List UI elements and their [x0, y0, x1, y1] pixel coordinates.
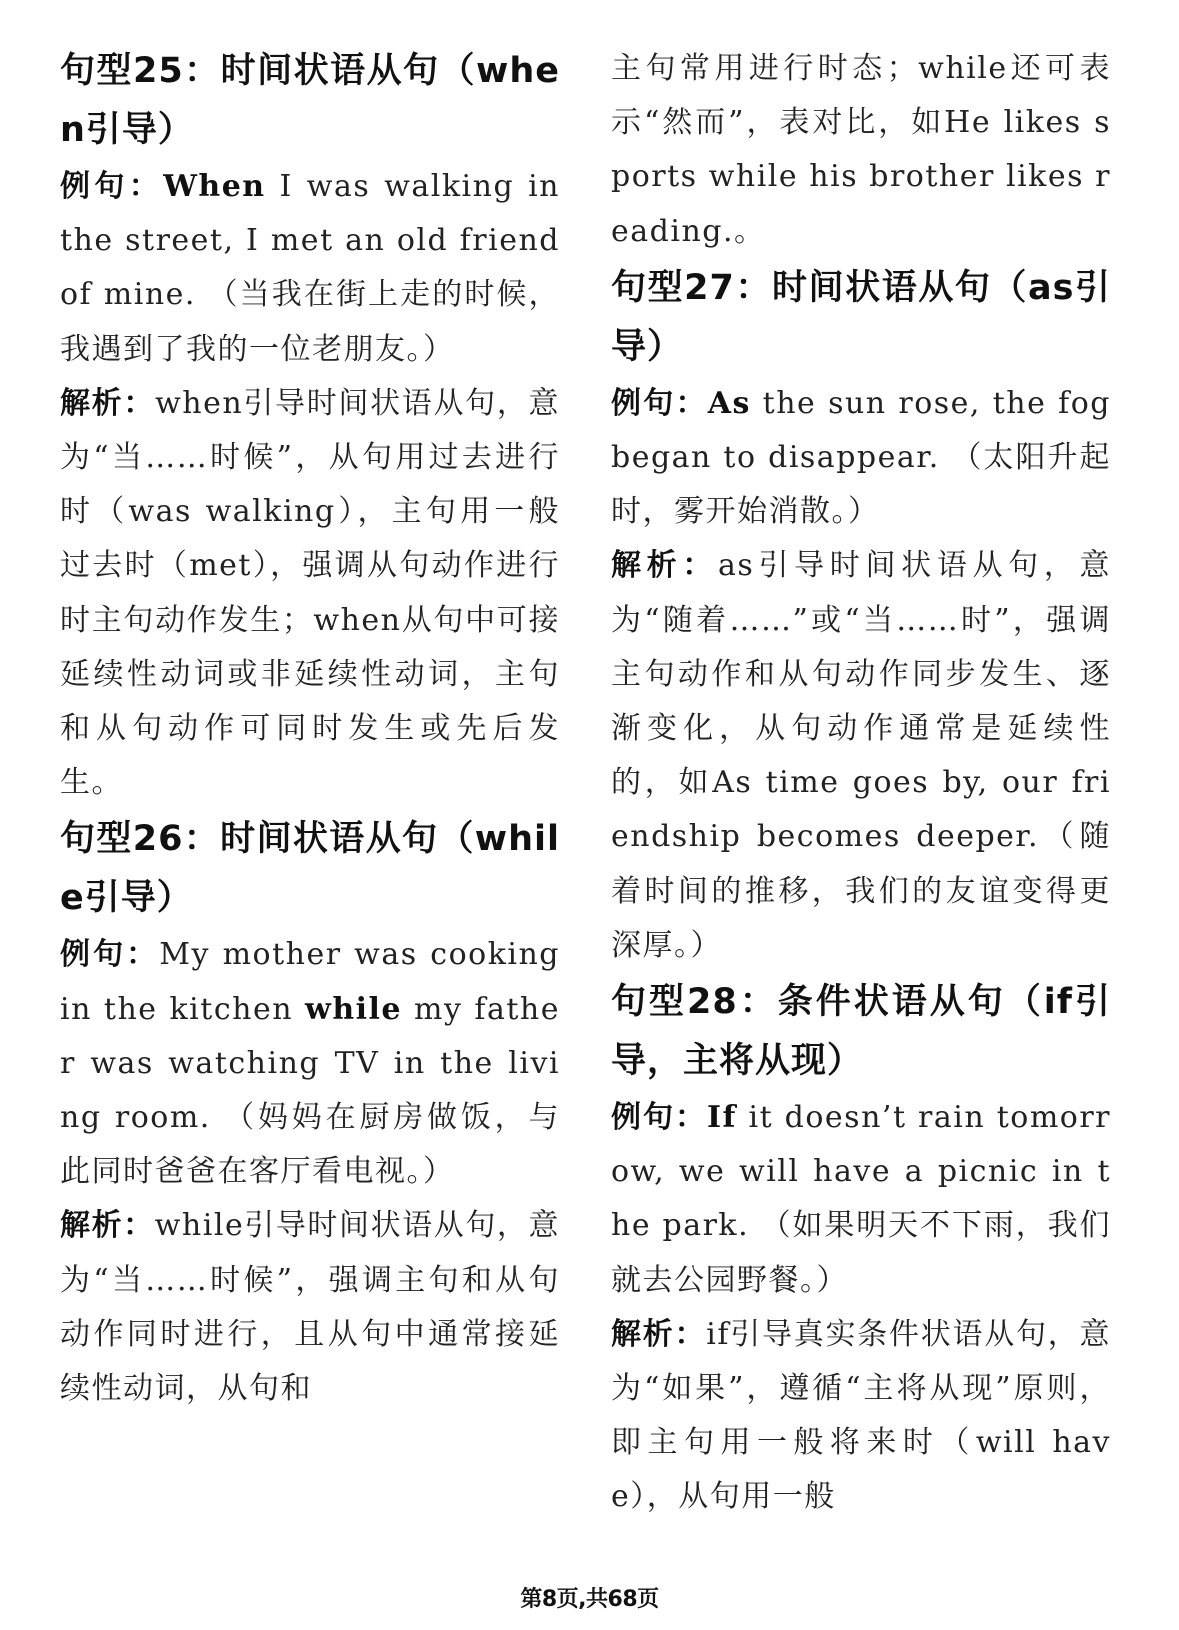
example-label: 例句： — [611, 385, 708, 421]
example-keyword: As — [707, 385, 751, 421]
section-25-analysis — [60, 377, 560, 811]
analysis-text: when引导时间状语从句，意为“当……时候”，从句用过去进行时（was walking），主句用一般过去时（met），强调从句动作进行时主句动作发生；when从句中可接延续性动词或非延续性动词，主句和从句动作可同时发生或先后发生。 — [60, 385, 561, 801]
section-28-analysis — [611, 1308, 1111, 1525]
section-26-analysis-continued: 主句常用进行时态；while还可表示“然而”，表对比，如He likes sports while his brother likes reading.。 — [611, 51, 1111, 249]
section-28-heading: 句型28：条件状语从句（if引导，主将从现） — [611, 982, 1111, 1082]
analysis-label: 解析： — [611, 548, 719, 584]
example-text-before: My mother was cooking in the kitchen — [60, 937, 560, 1027]
analysis-label: 解析： — [60, 385, 156, 421]
section-25-heading: 句型25：时间状语从句（when引导） — [60, 51, 560, 150]
example-text: I was walking in the street, I met an old friend of mine. （当我在街上走的时候，我遇到了我的一位老朋友。） — [60, 169, 560, 367]
example-text: it doesn’t rain tomorrow, we will have a picnic in the park. （如果明天不下雨，我们就去公园野餐。） — [611, 1100, 1112, 1298]
analysis-label: 解析： — [60, 1208, 155, 1244]
example-label: 例句： — [60, 169, 164, 204]
section-27-example — [611, 377, 1111, 540]
example-keyword: while — [305, 991, 403, 1027]
analysis-text: if引导真实条件状语从句，意为“如果”，遵循“主将从现”原则，即主句用一般将来时（will have），从句用一般 — [611, 1316, 1112, 1515]
page-indicator: 第8页,共68页 — [520, 1587, 659, 1612]
example-keyword: When — [163, 169, 266, 204]
section-25-example — [60, 160, 560, 377]
analysis-text: as引导时间状语从句，意为“随着……”或“当……时”，强调主句动作和从句动作同步发生、逐渐变化，从句动作通常是延续性的，如As time goes by, our friendship becomes deeper.（随着时间的推移，我们的友谊变得更深厚。） — [611, 548, 1112, 963]
example-text: the sun rose, the fog began to disappear. （太阳升起时，雾开始消散。） — [611, 385, 1112, 530]
example-label: 例句： — [611, 1100, 707, 1136]
analysis-text: while引导时间状语从句，意为“当……时候”，强调主句和从句动作同时进行，且从句中通常接延续性动词，从句和 — [60, 1208, 560, 1407]
section-26-example — [60, 928, 560, 1199]
section-27-analysis — [611, 539, 1111, 973]
section-26-analysis — [60, 1199, 560, 1416]
analysis-label: 解析： — [611, 1316, 707, 1352]
right-column — [611, 42, 1111, 1525]
section-26-heading: 句型26：时间状语从句（while引导） — [60, 819, 560, 919]
left-column — [60, 42, 560, 1416]
section-28-example — [611, 1091, 1111, 1308]
example-text-after: my father was watching TV in the living room. （妈妈在厨房做饭，与此同时爸爸在客厅看电视。） — [60, 991, 560, 1190]
example-label: 例句： — [60, 937, 160, 973]
section-27-heading: 句型27：时间状语从句（as引导） — [611, 267, 1111, 367]
example-keyword: If — [707, 1100, 737, 1136]
